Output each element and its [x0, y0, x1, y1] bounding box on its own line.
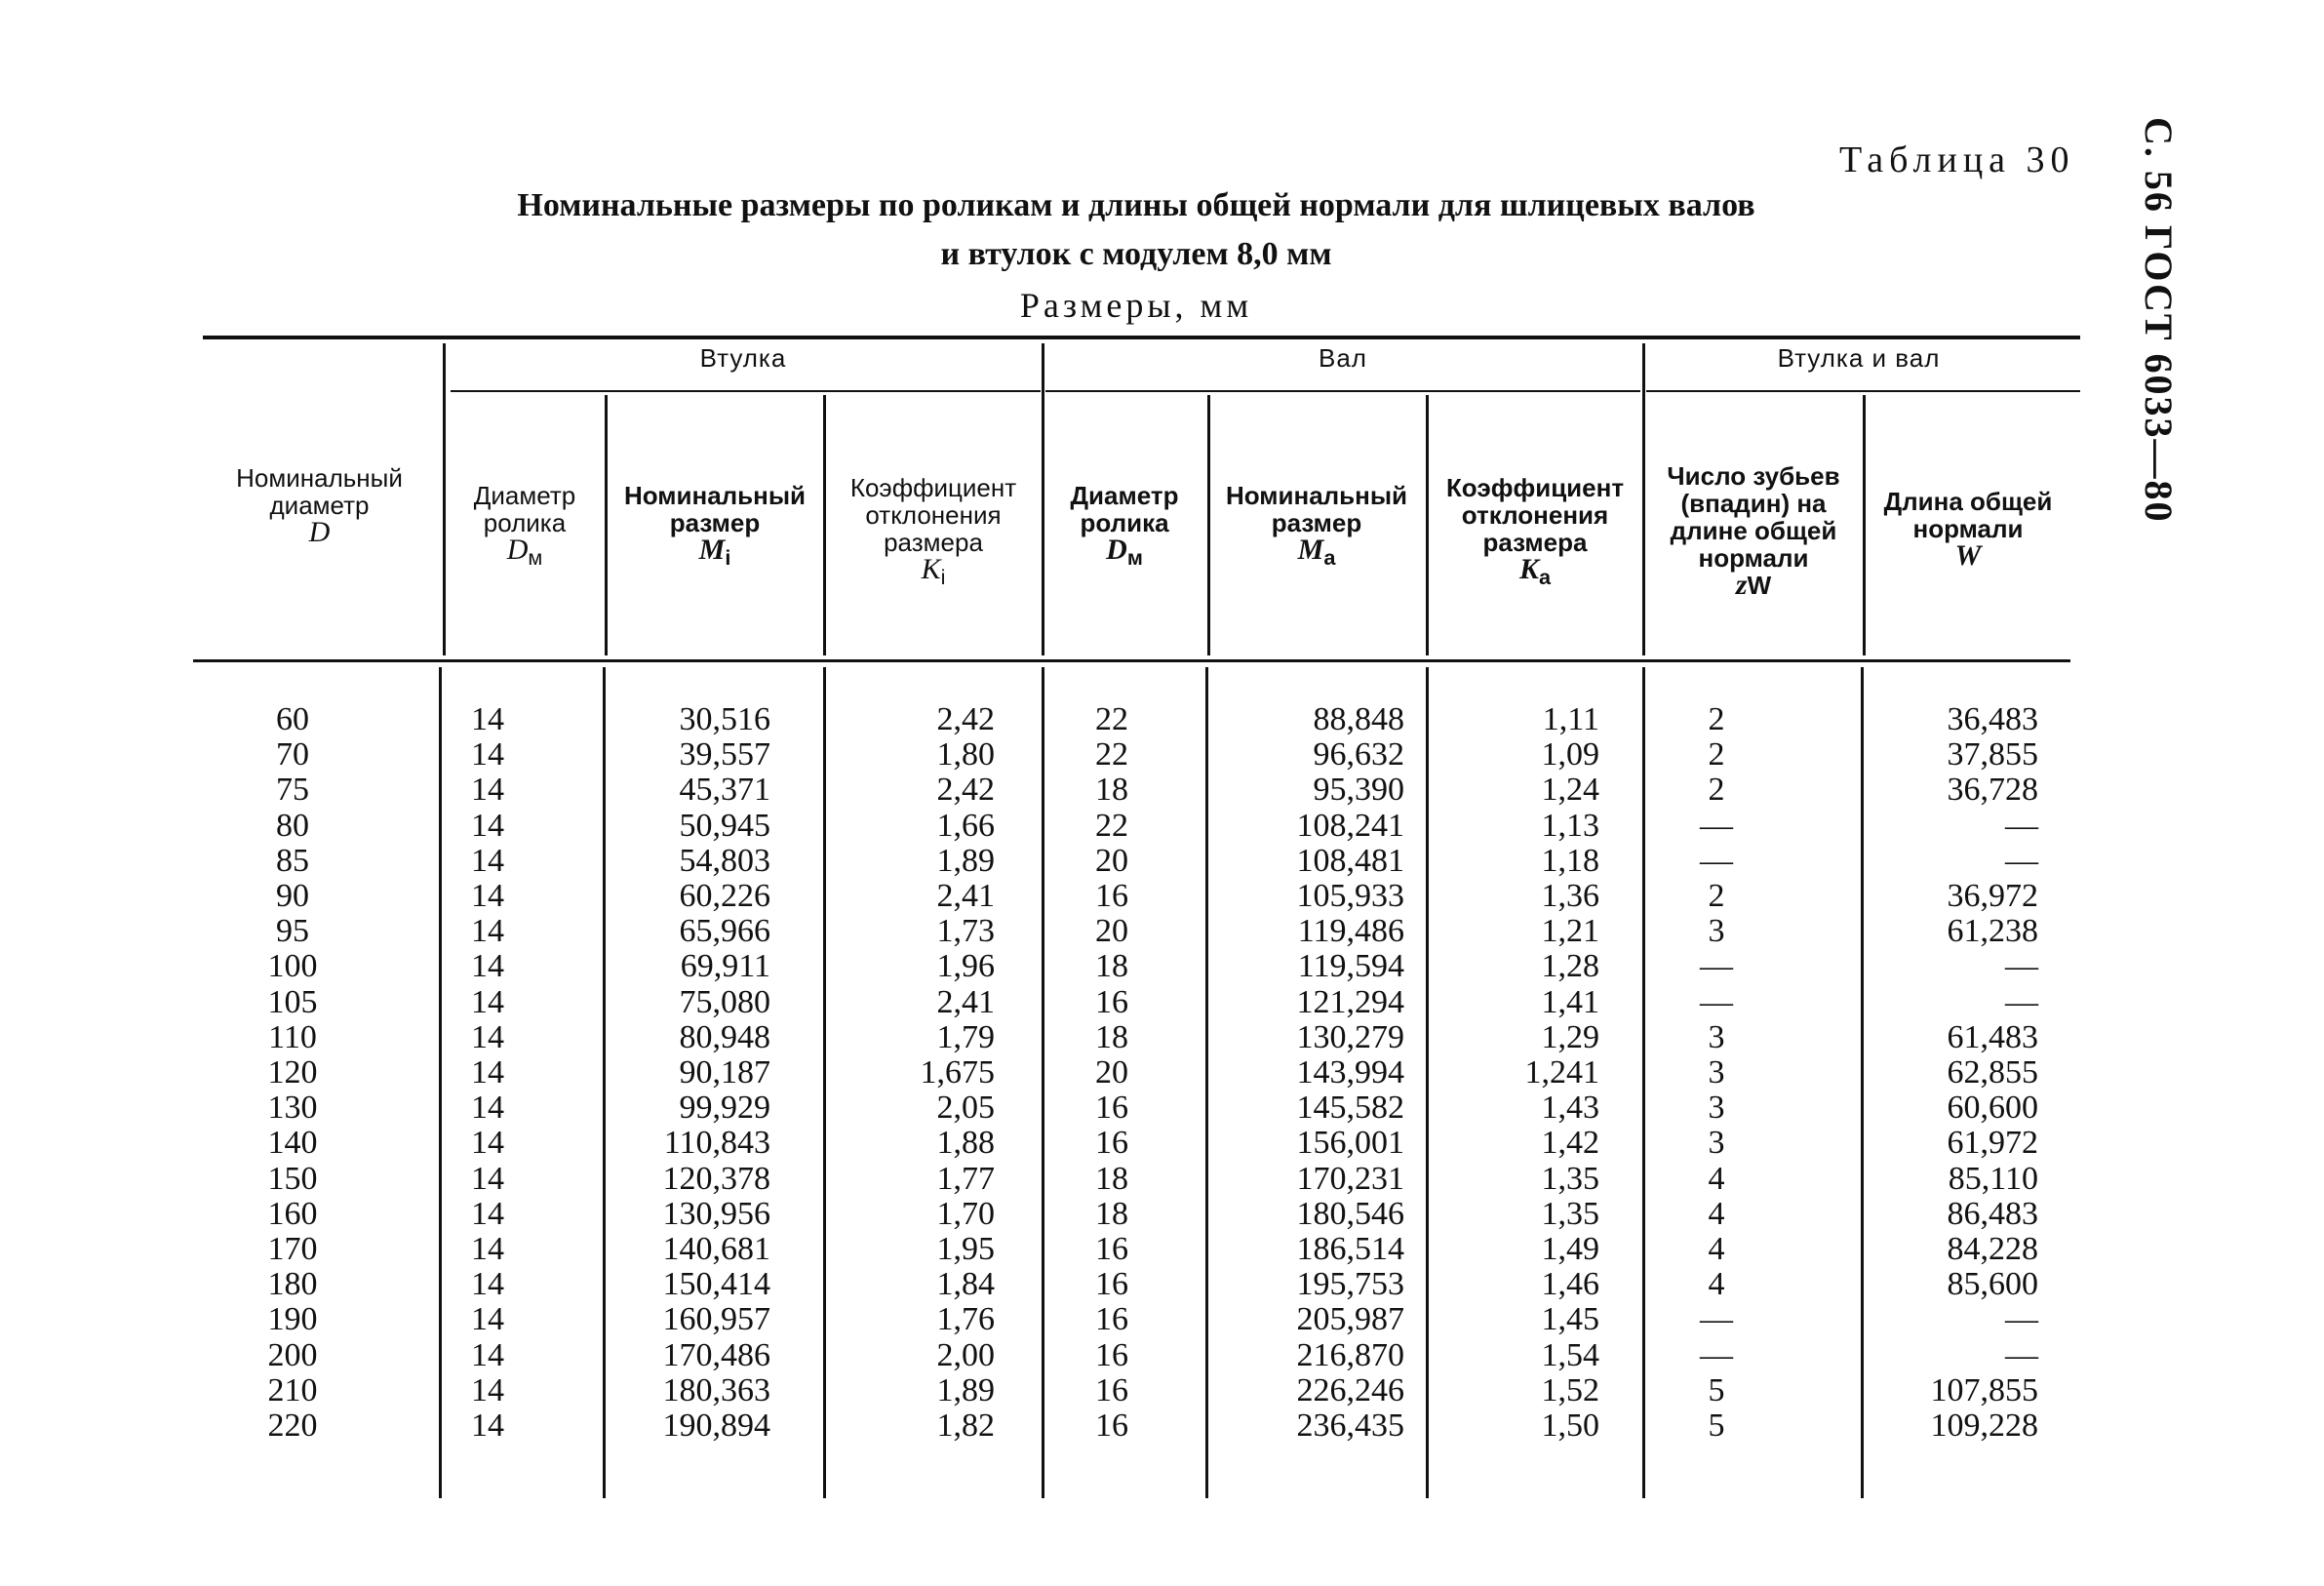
- cell-nominal-diameter: 80: [276, 807, 309, 844]
- cell-teeth-count: 3: [1708, 1090, 1725, 1127]
- header-shaft-roller-diameter: Диаметр ролика $D_м$: [1070, 481, 1179, 571]
- table-title-line-2: и втулок с модулем 8,0 мм: [940, 236, 1332, 272]
- cell-bushing-nominal-size: 190,894: [662, 1408, 770, 1444]
- cell-bushing-deviation-coefficient: 2,42: [936, 701, 995, 737]
- cell-bushing-roller-diameter: 14: [471, 1408, 504, 1444]
- cell-nominal-diameter: 170: [267, 1231, 318, 1267]
- cell-shaft-roller-diameter: 20: [1095, 842, 1128, 879]
- cell-shaft-roller-diameter: 18: [1095, 1195, 1128, 1232]
- cell-nominal-diameter: 220: [267, 1408, 318, 1444]
- table-row: [195, 1162, 2068, 1197]
- cell-shaft-nominal-size: 205,987: [1296, 1301, 1404, 1338]
- cell-shaft-roller-diameter: 16: [1095, 1266, 1128, 1303]
- cell-teeth-count: —: [1700, 1301, 1733, 1338]
- cell-bushing-deviation-coefficient: 2,41: [936, 878, 995, 914]
- cell-shaft-deviation-coefficient: 1,241: [1524, 1054, 1599, 1090]
- cell-bushing-deviation-coefficient: 1,66: [936, 807, 995, 844]
- cell-nominal-diameter: 120: [267, 1054, 318, 1090]
- cell-shaft-roller-diameter: 16: [1095, 1408, 1128, 1444]
- cell-shaft-nominal-size: 180,546: [1296, 1195, 1404, 1232]
- cell-nominal-diameter: 190: [267, 1301, 318, 1338]
- cell-bushing-roller-diameter: 14: [471, 1195, 504, 1232]
- cell-bushing-deviation-coefficient: 1,88: [936, 1125, 995, 1162]
- cell-shaft-deviation-coefficient: 1,13: [1541, 807, 1599, 844]
- cell-common-normal-length: —: [2005, 983, 2038, 1020]
- cell-bushing-nominal-size: 39,557: [679, 736, 770, 773]
- table-title-line-1: Номинальные размеры по роликам и длины общей нормали для шлицевых валов: [517, 187, 1755, 223]
- cell-common-normal-length: 36,728: [1947, 772, 2038, 809]
- cell-shaft-roller-diameter: 16: [1095, 1301, 1128, 1338]
- cell-shaft-nominal-size: 145,582: [1296, 1090, 1404, 1127]
- cell-bushing-nominal-size: 180,363: [662, 1371, 770, 1408]
- cell-bushing-deviation-coefficient: 1,89: [936, 1371, 995, 1408]
- cell-shaft-roller-diameter: 20: [1095, 913, 1128, 950]
- cell-shaft-deviation-coefficient: 1,36: [1541, 878, 1599, 914]
- cell-bushing-nominal-size: 120,378: [662, 1160, 770, 1197]
- cell-shaft-deviation-coefficient: 1,24: [1541, 772, 1599, 809]
- cell-shaft-roller-diameter: 16: [1095, 1090, 1128, 1127]
- cell-teeth-count: 2: [1708, 878, 1725, 914]
- cell-shaft-deviation-coefficient: 1,46: [1541, 1266, 1599, 1303]
- cell-teeth-count: 3: [1708, 913, 1725, 950]
- cell-teeth-count: 4: [1708, 1266, 1725, 1303]
- cell-shaft-roller-diameter: 16: [1095, 983, 1128, 1020]
- cell-bushing-nominal-size: 150,414: [662, 1266, 770, 1303]
- cell-shaft-deviation-coefficient: 1,35: [1541, 1160, 1599, 1197]
- cell-shaft-deviation-coefficient: 1,42: [1541, 1125, 1599, 1162]
- header-bushing-nominal-size: Номинальный размер $M_i$: [623, 481, 807, 571]
- cell-bushing-nominal-size: 140,681: [662, 1231, 770, 1267]
- cell-common-normal-length: 60,600: [1947, 1090, 2038, 1127]
- table-row: [195, 1408, 2068, 1444]
- cell-shaft-nominal-size: 88,848: [1313, 701, 1404, 737]
- cell-bushing-roller-diameter: 14: [471, 1054, 504, 1090]
- cell-bushing-nominal-size: 50,945: [679, 807, 770, 844]
- cell-bushing-roller-diameter: 14: [471, 736, 504, 773]
- cell-teeth-count: —: [1700, 983, 1733, 1020]
- cell-bushing-nominal-size: 130,956: [662, 1195, 770, 1232]
- page-standard-label: С. 56 ГОСТ 6033—80: [2137, 117, 2181, 524]
- cell-teeth-count: 2: [1708, 701, 1725, 737]
- cell-common-normal-length: 85,110: [1948, 1160, 2038, 1197]
- cell-bushing-nominal-size: 110,843: [663, 1125, 770, 1162]
- cell-shaft-deviation-coefficient: 1,45: [1541, 1301, 1599, 1338]
- cell-bushing-roller-diameter: 14: [471, 1301, 504, 1338]
- table-row: [195, 1267, 2068, 1302]
- cell-bushing-nominal-size: 75,080: [679, 983, 770, 1020]
- cell-shaft-deviation-coefficient: 1,54: [1541, 1336, 1599, 1373]
- cell-shaft-nominal-size: 156,001: [1296, 1125, 1404, 1162]
- cell-shaft-roller-diameter: 20: [1095, 1054, 1128, 1090]
- cell-shaft-deviation-coefficient: 1,49: [1541, 1231, 1599, 1267]
- cell-bushing-roller-diameter: 14: [471, 948, 504, 985]
- cell-bushing-deviation-coefficient: 1,77: [936, 1160, 995, 1197]
- cell-shaft-nominal-size: 216,870: [1296, 1336, 1404, 1373]
- cell-teeth-count: 4: [1708, 1195, 1725, 1232]
- cell-common-normal-length: 36,972: [1947, 878, 2038, 914]
- table-top-rule: [203, 336, 2080, 339]
- cell-bushing-deviation-coefficient: 2,00: [936, 1336, 995, 1373]
- cell-common-normal-length: 36,483: [1947, 701, 2038, 737]
- cell-teeth-count: 5: [1708, 1371, 1725, 1408]
- cell-bushing-deviation-coefficient: 1,82: [936, 1408, 995, 1444]
- cell-shaft-roller-diameter: 18: [1095, 1160, 1128, 1197]
- table-row: [195, 879, 2068, 914]
- cell-shaft-roller-diameter: 18: [1095, 948, 1128, 985]
- cell-bushing-deviation-coefficient: 1,96: [936, 948, 995, 985]
- cell-nominal-diameter: 210: [267, 1371, 318, 1408]
- cell-nominal-diameter: 85: [276, 842, 309, 879]
- cell-bushing-nominal-size: 30,516: [679, 701, 770, 737]
- table-row: [195, 1232, 2068, 1267]
- cell-teeth-count: —: [1700, 1336, 1733, 1373]
- cell-bushing-deviation-coefficient: 1,89: [936, 842, 995, 879]
- cell-teeth-count: 3: [1708, 1054, 1725, 1090]
- header-bushing-roller-diameter: Диаметр ролика $D_м$: [473, 481, 576, 571]
- cell-bushing-nominal-size: 99,929: [679, 1090, 770, 1127]
- cell-shaft-nominal-size: 121,294: [1296, 983, 1404, 1020]
- cell-shaft-roller-diameter: 16: [1095, 1125, 1128, 1162]
- cell-shaft-nominal-size: 170,231: [1296, 1160, 1404, 1197]
- cell-bushing-nominal-size: 45,371: [679, 772, 770, 809]
- table-row: [195, 844, 2068, 879]
- cell-teeth-count: 2: [1708, 736, 1725, 773]
- cell-shaft-roller-diameter: 22: [1095, 807, 1128, 844]
- cell-shaft-deviation-coefficient: 1,28: [1541, 948, 1599, 985]
- cell-bushing-deviation-coefficient: 1,675: [920, 1054, 995, 1090]
- table-row: [195, 737, 2068, 773]
- cell-bushing-roller-diameter: 14: [471, 878, 504, 914]
- table-row: [195, 1197, 2068, 1232]
- cell-common-normal-length: 61,483: [1947, 1018, 2038, 1055]
- header-shaft-nominal-size: Номинальный размер $M_a$: [1225, 481, 1408, 571]
- cell-common-normal-length: 86,483: [1947, 1195, 2038, 1232]
- group-rule-vtulka-i-val: [1646, 390, 2080, 392]
- cell-common-normal-length: 61,972: [1947, 1125, 2038, 1162]
- cell-shaft-nominal-size: 108,241: [1296, 807, 1404, 844]
- cell-bushing-roller-diameter: 14: [471, 1231, 504, 1267]
- cell-nominal-diameter: 70: [276, 736, 309, 773]
- table-row: [195, 773, 2068, 808]
- cell-bushing-nominal-size: 69,911: [680, 948, 770, 985]
- cell-nominal-diameter: 110: [268, 1018, 317, 1055]
- group-header-vtulka: Втулка: [699, 343, 787, 373]
- cell-nominal-diameter: 75: [276, 772, 309, 809]
- cell-teeth-count: 3: [1708, 1125, 1725, 1162]
- cell-common-normal-length: 37,855: [1947, 736, 2038, 773]
- cell-shaft-roller-diameter: 16: [1095, 1336, 1128, 1373]
- table-row: [195, 702, 2068, 737]
- cell-shaft-roller-diameter: 18: [1095, 772, 1128, 809]
- cell-common-normal-length: —: [2005, 948, 2038, 985]
- table-row: [195, 1055, 2068, 1090]
- cell-shaft-roller-diameter: 16: [1095, 1371, 1128, 1408]
- cell-shaft-nominal-size: 236,435: [1296, 1408, 1404, 1444]
- table-row: [195, 1338, 2068, 1373]
- cell-shaft-deviation-coefficient: 1,29: [1541, 1018, 1599, 1055]
- cell-bushing-deviation-coefficient: 2,05: [936, 1090, 995, 1127]
- table-row: [195, 1373, 2068, 1408]
- cell-shaft-nominal-size: 119,594: [1297, 948, 1404, 985]
- cell-bushing-roller-diameter: 14: [471, 1336, 504, 1373]
- table-row: [195, 1020, 2068, 1055]
- cell-bushing-roller-diameter: 14: [471, 701, 504, 737]
- cell-bushing-deviation-coefficient: 2,41: [936, 983, 995, 1020]
- cell-shaft-nominal-size: 105,933: [1296, 878, 1404, 914]
- cell-teeth-count: 4: [1708, 1231, 1725, 1267]
- cell-shaft-deviation-coefficient: 1,50: [1541, 1408, 1599, 1444]
- cell-nominal-diameter: 105: [267, 983, 318, 1020]
- table-row: [195, 809, 2068, 844]
- cell-common-normal-length: —: [2005, 807, 2038, 844]
- cell-common-normal-length: 62,855: [1947, 1054, 2038, 1090]
- cell-shaft-deviation-coefficient: 1,43: [1541, 1090, 1599, 1127]
- cell-common-normal-length: —: [2005, 1301, 2038, 1338]
- cell-shaft-roller-diameter: 22: [1095, 701, 1128, 737]
- cell-teeth-count: —: [1700, 807, 1733, 844]
- cell-shaft-deviation-coefficient: 1,35: [1541, 1195, 1599, 1232]
- cell-shaft-deviation-coefficient: 1,09: [1541, 736, 1599, 773]
- cell-shaft-roller-diameter: 18: [1095, 1018, 1128, 1055]
- cell-teeth-count: 3: [1708, 1018, 1725, 1055]
- cell-bushing-deviation-coefficient: 1,70: [936, 1195, 995, 1232]
- cell-bushing-roller-diameter: 14: [471, 807, 504, 844]
- cell-bushing-roller-diameter: 14: [471, 1018, 504, 1055]
- cell-shaft-nominal-size: 108,481: [1296, 842, 1404, 879]
- header-bottom-rule: [193, 659, 2070, 662]
- cell-bushing-roller-diameter: 14: [471, 913, 504, 950]
- cell-shaft-deviation-coefficient: 1,11: [1542, 701, 1599, 737]
- cell-shaft-deviation-coefficient: 1,41: [1541, 983, 1599, 1020]
- cell-shaft-nominal-size: 130,279: [1296, 1018, 1404, 1055]
- cell-shaft-nominal-size: 96,632: [1313, 736, 1404, 773]
- table-row: [195, 1302, 2068, 1337]
- units-caption: Размеры, мм: [1019, 286, 1253, 325]
- cell-nominal-diameter: 180: [267, 1266, 318, 1303]
- cell-common-normal-length: 61,238: [1947, 913, 2038, 950]
- cell-bushing-roller-diameter: 14: [471, 772, 504, 809]
- cell-shaft-roller-diameter: 22: [1095, 736, 1128, 773]
- cell-shaft-deviation-coefficient: 1,21: [1541, 913, 1599, 950]
- header-nominal-diameter: Номинальный диаметр D: [236, 463, 403, 548]
- cell-bushing-roller-diameter: 14: [471, 1266, 504, 1303]
- cell-common-normal-length: 109,228: [1930, 1408, 2038, 1444]
- cell-bushing-deviation-coefficient: 1,80: [936, 736, 995, 773]
- cell-shaft-nominal-size: 186,514: [1296, 1231, 1404, 1267]
- cell-common-normal-length: 107,855: [1930, 1371, 2038, 1408]
- header-shaft-deviation-coefficient: Коэффициент отклонения размера $K_a$: [1445, 473, 1625, 590]
- cell-common-normal-length: —: [2005, 842, 2038, 879]
- cell-bushing-roller-diameter: 14: [471, 842, 504, 879]
- cell-common-normal-length: —: [2005, 1336, 2038, 1373]
- cell-bushing-deviation-coefficient: 1,95: [936, 1231, 995, 1267]
- cell-bushing-roller-diameter: 14: [471, 1090, 504, 1127]
- cell-nominal-diameter: 130: [267, 1090, 318, 1127]
- cell-bushing-nominal-size: 65,966: [679, 913, 770, 950]
- cell-shaft-nominal-size: 143,994: [1296, 1054, 1404, 1090]
- cell-teeth-count: 2: [1708, 772, 1725, 809]
- cell-bushing-nominal-size: 160,957: [662, 1301, 770, 1338]
- table-row: [195, 1090, 2068, 1126]
- cell-nominal-diameter: 90: [276, 878, 309, 914]
- cell-shaft-nominal-size: 95,390: [1313, 772, 1404, 809]
- table-row: [195, 914, 2068, 949]
- table-number-label: Таблица 30: [1839, 139, 2075, 180]
- cell-teeth-count: 5: [1708, 1408, 1725, 1444]
- cell-shaft-roller-diameter: 16: [1095, 878, 1128, 914]
- cell-bushing-deviation-coefficient: 1,79: [936, 1018, 995, 1055]
- cell-bushing-deviation-coefficient: 1,73: [936, 913, 995, 950]
- cell-teeth-count: —: [1700, 948, 1733, 985]
- table-row: [195, 1126, 2068, 1161]
- group-rule-vtulka: [451, 390, 1041, 392]
- cell-bushing-deviation-coefficient: 2,42: [936, 772, 995, 809]
- cell-bushing-roller-diameter: 14: [471, 1371, 504, 1408]
- cell-bushing-roller-diameter: 14: [471, 1160, 504, 1197]
- cell-nominal-diameter: 160: [267, 1195, 318, 1232]
- cell-bushing-nominal-size: 54,803: [679, 842, 770, 879]
- cell-bushing-deviation-coefficient: 1,76: [936, 1301, 995, 1338]
- cell-shaft-deviation-coefficient: 1,18: [1541, 842, 1599, 879]
- cell-shaft-deviation-coefficient: 1,52: [1541, 1371, 1599, 1408]
- cell-bushing-nominal-size: 60,226: [679, 878, 770, 914]
- table-row: [195, 985, 2068, 1020]
- table-row: [195, 949, 2068, 984]
- cell-shaft-roller-diameter: 16: [1095, 1231, 1128, 1267]
- cell-nominal-diameter: 200: [267, 1336, 318, 1373]
- cell-nominal-diameter: 140: [267, 1125, 318, 1162]
- header-teeth-count: Число зубьев (впадин) на длине общей нормали zW: [1667, 461, 1840, 601]
- cell-shaft-nominal-size: 119,486: [1297, 913, 1404, 950]
- cell-teeth-count: —: [1700, 842, 1733, 879]
- cell-common-normal-length: 84,228: [1947, 1231, 2038, 1267]
- cell-bushing-roller-diameter: 14: [471, 983, 504, 1020]
- group-header-val: Вал: [1319, 343, 1367, 373]
- cell-shaft-nominal-size: 195,753: [1296, 1266, 1404, 1303]
- cell-bushing-nominal-size: 80,948: [679, 1018, 770, 1055]
- group-rule-val: [1045, 390, 1640, 392]
- header-common-normal-length: Длина общей нормали W: [1883, 487, 2053, 572]
- cell-bushing-nominal-size: 170,486: [662, 1336, 770, 1373]
- cell-teeth-count: 4: [1708, 1160, 1725, 1197]
- cell-nominal-diameter: 95: [276, 913, 309, 950]
- cell-nominal-diameter: 100: [267, 948, 318, 985]
- cell-nominal-diameter: 150: [267, 1160, 318, 1197]
- cell-shaft-nominal-size: 226,246: [1296, 1371, 1404, 1408]
- cell-bushing-roller-diameter: 14: [471, 1125, 504, 1162]
- group-header-vtulka-i-val: Втулка и вал: [1777, 343, 1941, 373]
- header-bushing-deviation-coefficient: Коэффициент отклонения размера $K_i$: [849, 473, 1017, 590]
- cell-nominal-diameter: 60: [276, 701, 309, 737]
- cell-common-normal-length: 85,600: [1947, 1266, 2038, 1303]
- cell-bushing-nominal-size: 90,187: [679, 1054, 770, 1090]
- cell-bushing-deviation-coefficient: 1,84: [936, 1266, 995, 1303]
